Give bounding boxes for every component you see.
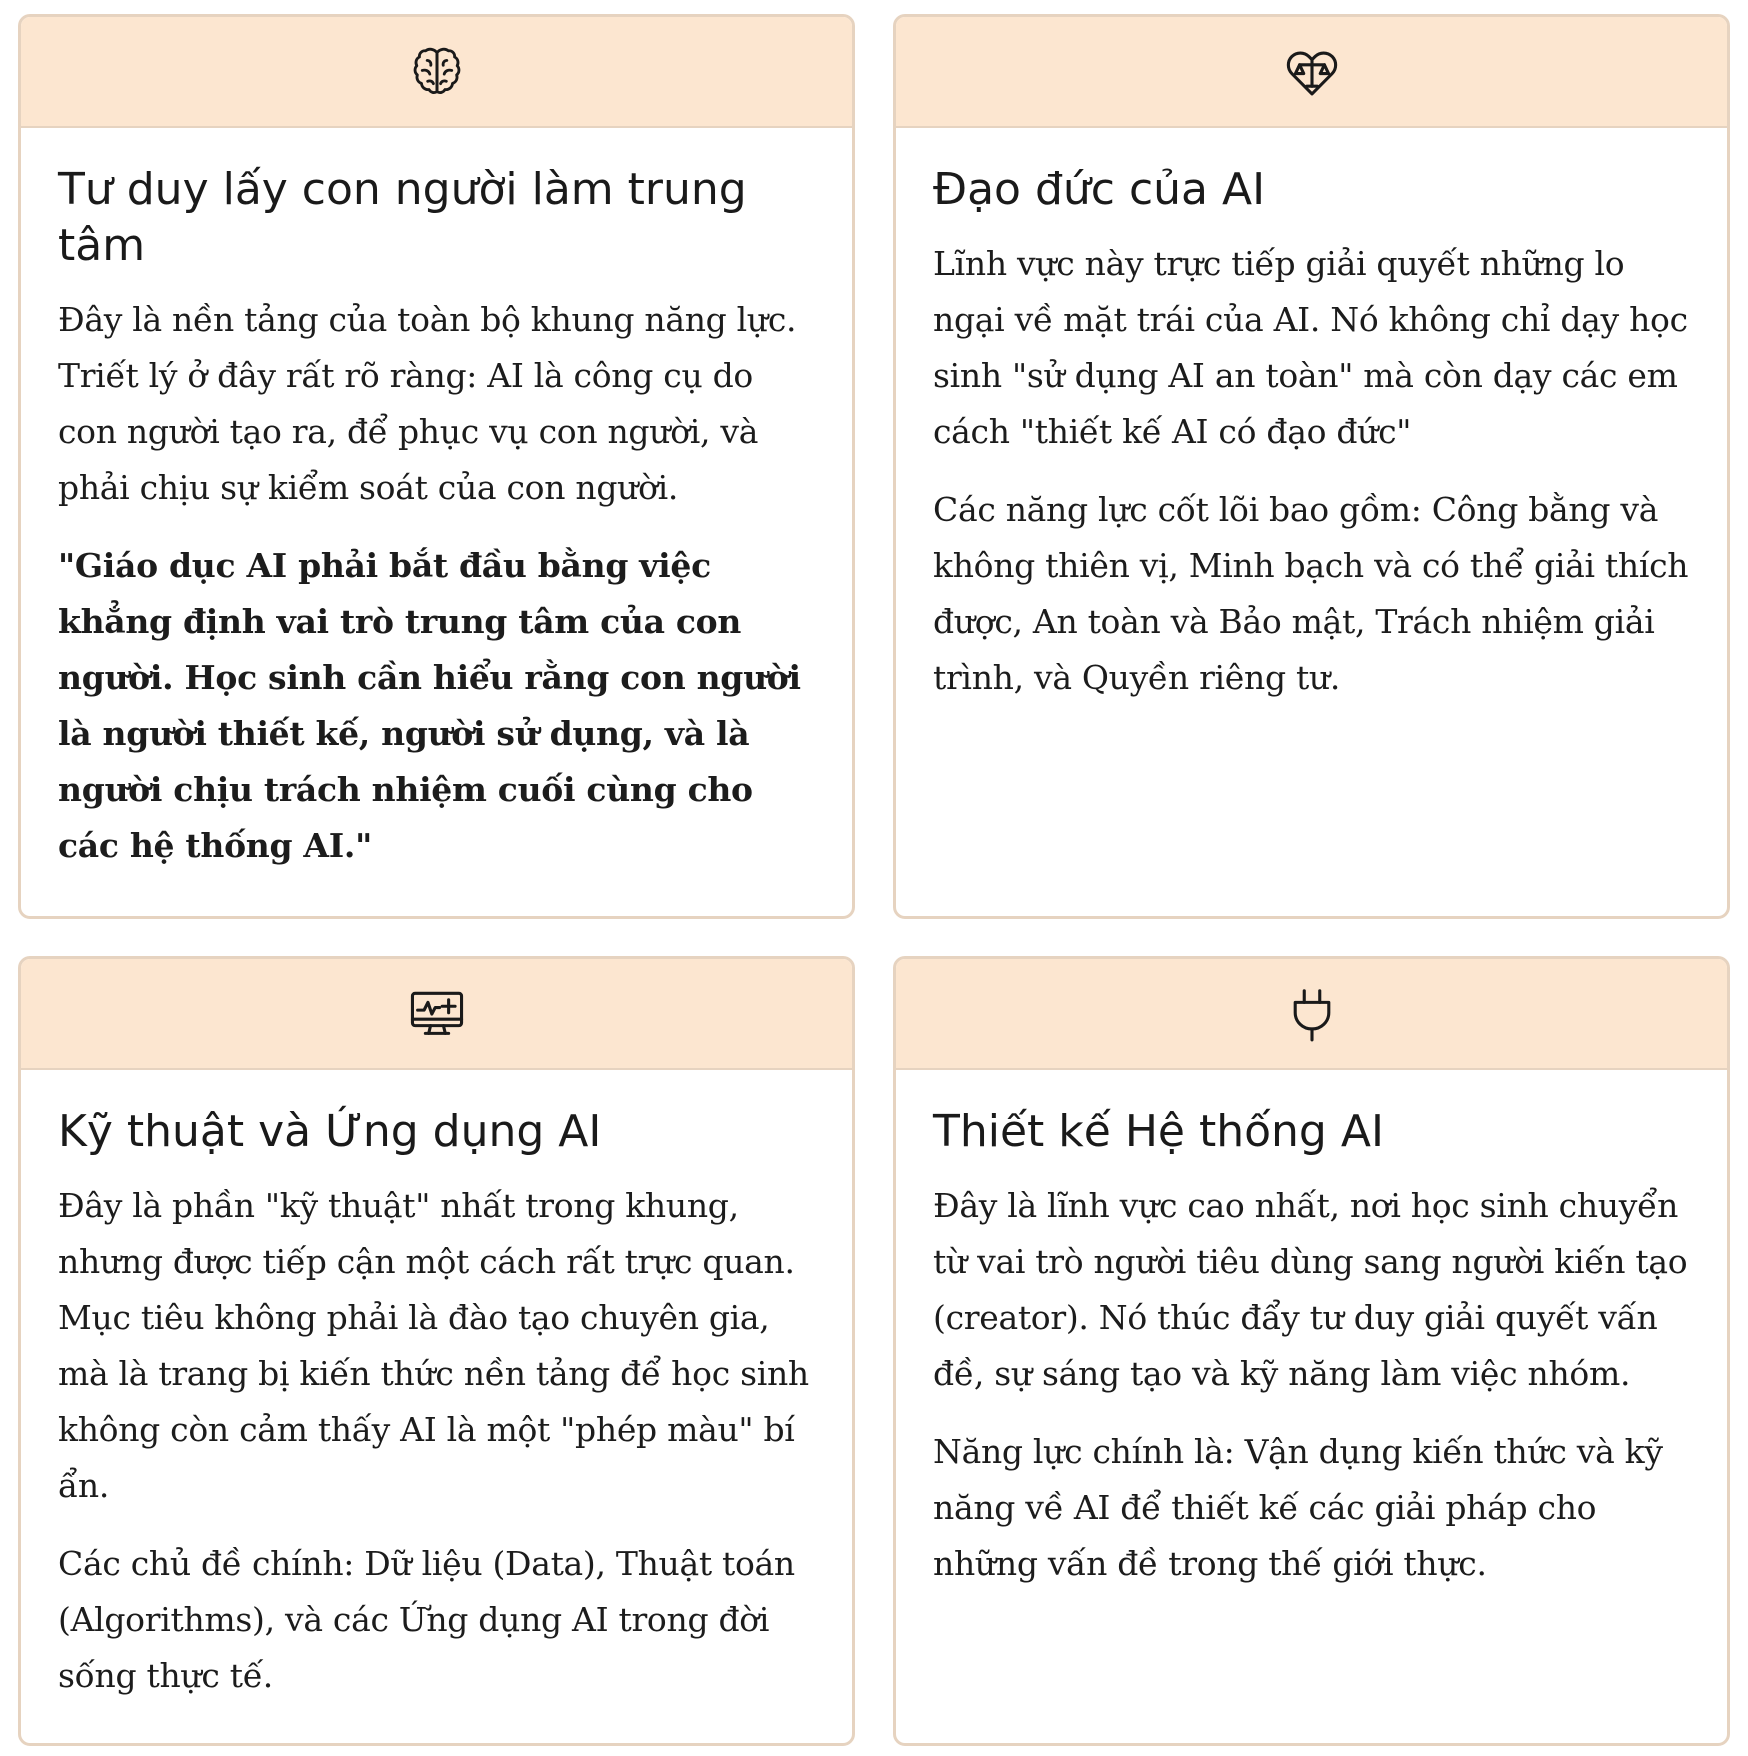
card-header — [21, 17, 852, 128]
card-header — [896, 17, 1727, 128]
card-body — [896, 128, 1727, 706]
card-header — [21, 959, 852, 1070]
card-paragraph: Đây là nền tảng của toàn bộ khung năng lực. Triết lý ở đây rất rõ ràng: AI là công cụ do con người tạo ra, để phục vụ con người, và phải chịu sự kiểm soát của con người. — [58, 300, 797, 507]
card-paragraph: Đây là lĩnh vực cao nhất, nơi học sinh chuyển từ vai trò người tiêu dùng sang người kiến tạo (creator). Nó thúc đẩy tư duy giải quyết vấn đề, sự sáng tạo và kỹ năng làm việc nhóm. — [933, 1186, 1688, 1393]
card-paragraph: Năng lực chính là: Vận dụng kiến thức và kỹ năng về AI để thiết kế các giải pháp cho những vấn đề trong thế giới thực. — [933, 1432, 1663, 1583]
card-title: Đạo đức của AI — [933, 164, 1266, 215]
card-title: Tư duy lấy con người làm trung tâm — [58, 164, 747, 271]
card-ai-system-design — [893, 956, 1730, 1746]
card-paragraph: Các năng lực cốt lõi bao gồm: Công bằng và không thiên vị, Minh bạch và có thể giải thích được, An toàn và Bảo mật, Trách nhiệm giải trình, và Quyền riêng tư. — [933, 490, 1689, 697]
card-header — [896, 959, 1727, 1070]
brain-icon — [406, 41, 468, 103]
card-body — [21, 128, 852, 874]
monitor-health-icon — [406, 983, 468, 1045]
card-ai-ethics — [893, 14, 1730, 919]
card-body — [896, 1070, 1727, 1592]
card-body — [21, 1070, 852, 1704]
card-title: Kỹ thuật và Ứng dụng AI — [58, 1106, 602, 1157]
card-paragraph: Lĩnh vực này trực tiếp giải quyết những lo ngại về mặt trái của AI. Nó không chỉ dạy học sinh "sử dụng AI an toàn" mà còn dạy các em cách "thiết kế AI có đạo đức" — [933, 244, 1688, 451]
card-quote: "Giáo dục AI phải bắt đầu bằng việc khẳng định vai trò trung tâm của con người. Học sinh cần hiểu rằng con người là người thiết kế, người sử dụng, và là người chịu trách nhiệm cuối cùng cho các hệ thống AI." — [58, 546, 801, 865]
card-paragraph: Các chủ đề chính: Dữ liệu (Data), Thuật toán (Algorithms), và các Ứng dụng AI trong đời sống thực tế. — [58, 1544, 795, 1695]
heart-scale-icon — [1281, 41, 1343, 103]
card-ai-techniques — [18, 956, 855, 1746]
plug-icon — [1281, 983, 1343, 1045]
card-paragraph: Đây là phần "kỹ thuật" nhất trong khung, nhưng được tiếp cận một cách rất trực quan. Mục tiêu không phải là đào tạo chuyên gia, mà là trang bị kiến thức nền tảng để học sinh không còn cảm thấy AI là một "phép màu" bí ẩn. — [58, 1186, 809, 1505]
card-human-centered — [18, 14, 855, 919]
card-title: Thiết kế Hệ thống AI — [933, 1106, 1384, 1157]
